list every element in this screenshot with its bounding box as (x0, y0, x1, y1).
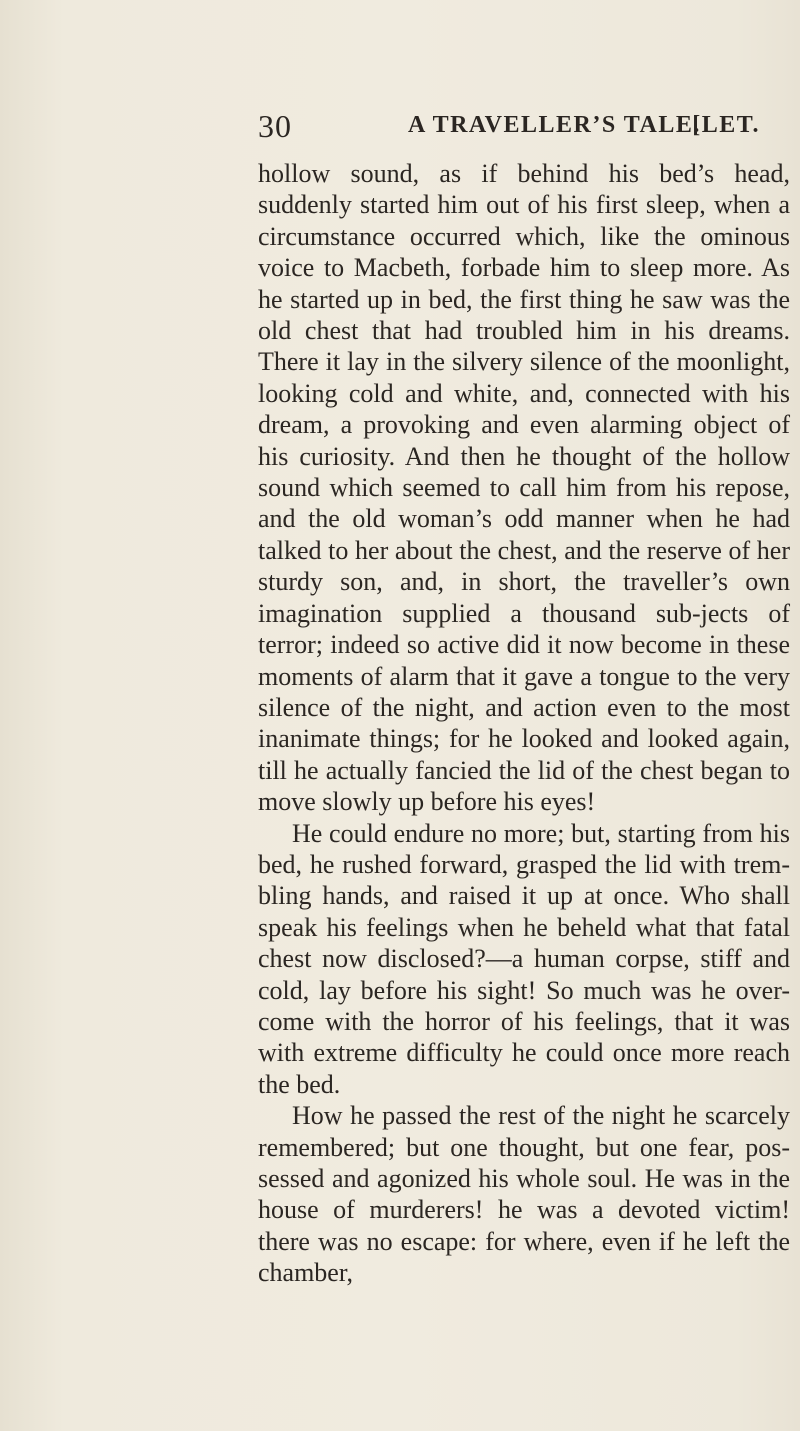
paragraph-3: How he passed the rest of the night he scarcely remembered; but one thought, but one fear, pos-sessed and agonized his whole soul. He was in the house of murderers! he was a devoted victim! there was no escape: for where, even if he left the chamber, (258, 1101, 790, 1288)
body-text (258, 158, 790, 1418)
page-number: 30 (258, 108, 292, 144)
paragraph-1: hollow sound, as if behind his bed’s head, suddenly started him out of his first sleep, when a circumstance occurred which, like the ominous voice to Macbeth, forbade him to sleep more. As he started up in bed, the first thing he saw was the old chest that had troubled him in his dreams. There it lay in the silvery silence of the moonlight, looking cold and white, and, connected with his dream, a provoking and even alarming object of his curiosity. And then he thought of the hollow sound which seemed to call him from his repose, and the old woman’s odd manner when he had talked to her about the chest, and the reserve of her sturdy son, and, in short, the traveller’s own imagination supplied a thousand sub-jects of terror; indeed so active did it now become in these moments of alarm that it gave a tongue to the very silence of the night, and action even to the most inanimate things; for he looked and looked again, till he actually fancied the lid of the chest began to move slowly up before his eyes! (258, 159, 790, 817)
running-section: [LET. (692, 112, 760, 138)
running-head (258, 108, 790, 152)
running-title: A TRAVELLER’S TALE. (408, 112, 701, 138)
paragraph-2: He could endure no more; but, starting from his bed, he rushed forward, grasped the lid with trem-bling hands, and raised it up at once. Who shall speak his feelings when he beheld what that fatal chest now disclosed?—a human corpse, stiff and cold, lay before his sight! So much was he over-come with the horror of his feelings, that it was with extreme difficulty he could once more reach the bed. (258, 818, 790, 1099)
